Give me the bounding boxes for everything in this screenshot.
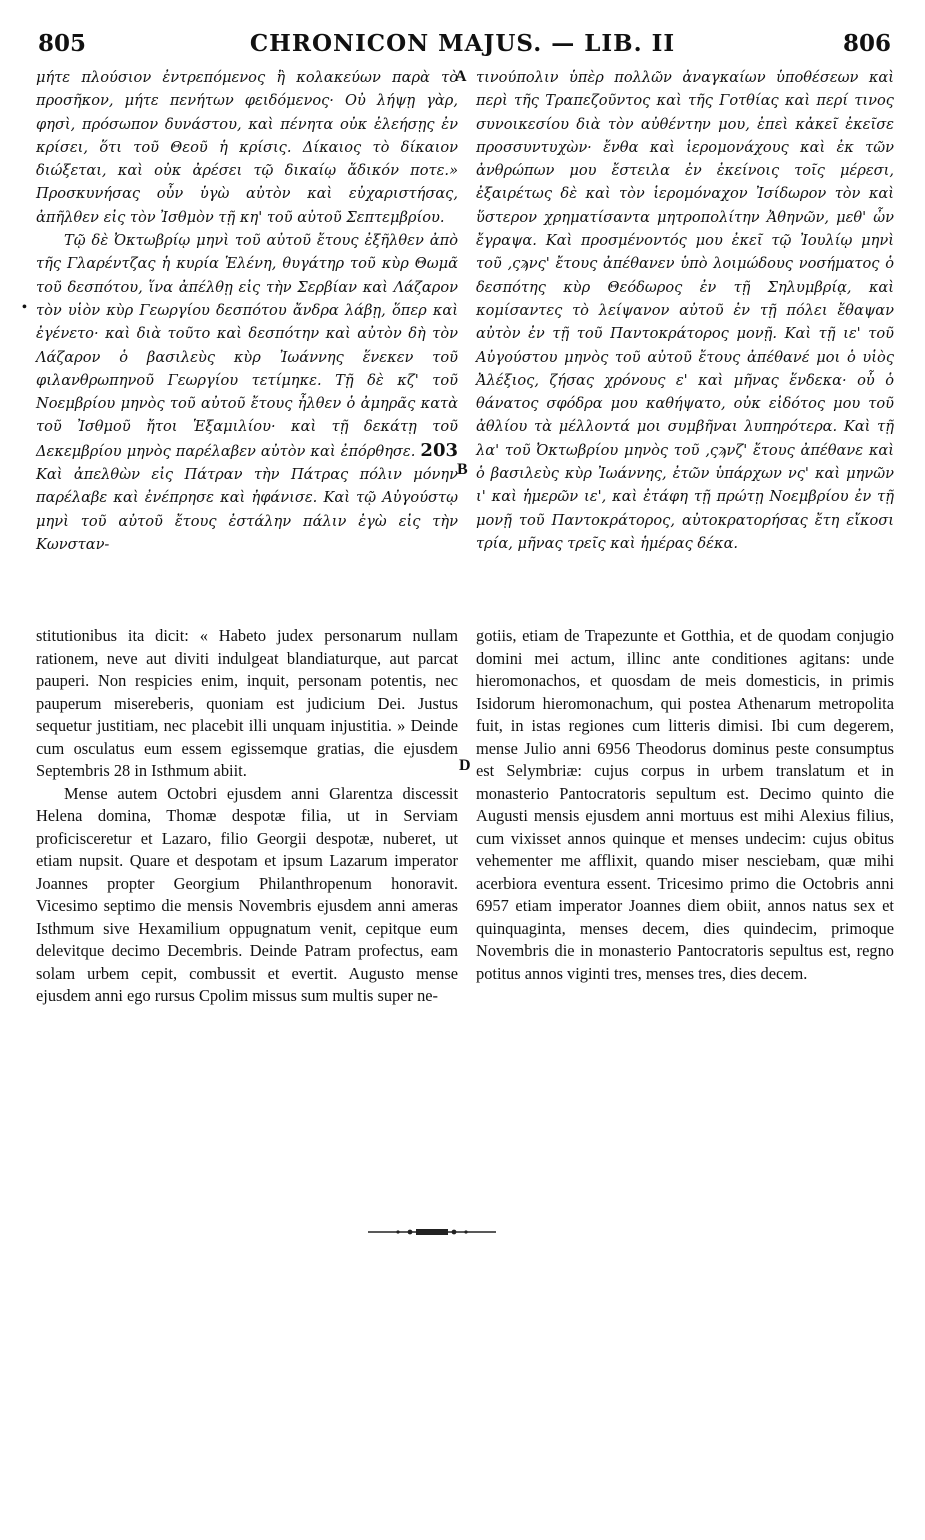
margin-mark-a: A	[455, 68, 467, 85]
greek-left-paragraph-1: μήτε πλούσιον ἐντρεπόμενος ἢ κολακεύων παρὰ τὸ προσῆκον, μήτε πενήτων φειδόμενος· Οὐ λήψῃ γὰρ, φησὶ, πρόσωπον δυνάστου, καὶ πένητα οὐκ ἐλεήσῃς ἐν κρίσει, ὅτι τοῦ Θεοῦ ἡ κρίσις. Δίκαιος τὸ δίκαιον διώξεται, καὶ οὐκ ἀρέσει τῷ δικαίῳ ἄδικόν ποτε.» Προσκυνήσας οὖν ὑγὼ αὐτὸν καὶ εὐχαριστήσας, ἀπῆλθεν εἰς τὸν Ἰσθμὸν τῇ κη' τοῦ αὐτοῦ Σεπτεμβρίου.	[36, 69, 458, 226]
ornament-divider	[368, 1226, 496, 1238]
latin-column-left	[36, 625, 458, 1008]
margin-mark-d: D	[459, 757, 471, 774]
margin-mark-b: B	[457, 461, 468, 478]
latin-column-right	[476, 625, 894, 985]
greek-left-paragraph-2-continuation: Καὶ ἀπελθὼν εἰς Πάτραν τὴν Πάτρας πόλιν μόνην παρέλαβε καὶ ἐνέπρησε καὶ ἠφάνισε. Καὶ τῷ Αὐγούστῳ μηνὶ τοῦ αὐτοῦ ἔτους ἐστάλην πάλιν ἐγὼ εἰς τὴν Κωνσταν-	[36, 466, 458, 553]
section-number: 203	[420, 439, 458, 461]
latin-left-paragraph-1: stitutionibus ita dicit: « Habeto judex personarum nullam rationem, neve aut diviti indulgeat blandiaturque, aut parcat pauperi. Non respicies enim, inquit, personam potentis, nec pauperum misereberis, quoniam est judicium Dei. Justus sequetur justitiam, nec placebit illi unquam injustitia. » Deinde cum osculatus eum essem egissemque gratias, die ejusdem Septembris 28 in Isthmum abiit.	[36, 626, 458, 780]
latin-right-paragraph-1: gotiis, etiam de Trapezunte et Gotthia, et de quodam conjugio domini mei actum, illinc ante conditiones agitans: unde hieromonachos, et quosdam de meis domesticis, in primis Isidorum hieromonachum, qui postea Athenarum metropolita fuit, in istas regiones cum litteris dimisi. Ibi cum degerem, mense Julio anni 6956 Theodorus dominus peste consumptus est Selymbriæ: cujus corpus in urbem translatum et in monasterio Pantocratoris sepultum est. Decimo quinto die Augusti mensis ejusdem anni mortuus est mihi Alexius filius, cum vixisset annos quinque et menses undecim: cujus obitus vehementer me afflixit, quando miser nesciebam, quæ mihi acerbiora eventura essent. Tricesimo primo die Octobris anni 6957 etiam imperator Joannes diem obiit, annos natus sex et quinquaginta, menses decem, dies quindecim, primoque Novembris die in monasterio Pantocratoris sepultus est, regno potitus annos viginti tres, menses tres, dies decem.	[476, 626, 894, 983]
page-number-left: 805	[38, 30, 87, 57]
running-head	[30, 30, 895, 64]
greek-right-paragraph-1: τινούπολιν ὑπὲρ πολλῶν ἀναγκαίων ὑποθέσεων καὶ περὶ τῆς Τραπεζοῦντος καὶ τῆς Γοτθίας καὶ περί τινος συνοικεσίου διὰ τὸν αὐθέντην μου, ἐπεὶ κἀκεῖ ἐκεῖσε προσσυντυχὼν· ἔνθα καὶ ἱερομονάχους καὶ ἐκ τῶν ἀνθρώπων μου ἔστειλα ἐν ἐκείνοις τοῖς μέρεσι, ἐξαιρέτως δὲ καὶ τὸν ἱερομόναχον Ἰσίδωρον τὸν καὶ ὕστερον χρηματίσαντα μητροπολίτην Ἀθηνῶν, μεθ' ὧν ἔγραψα. Καὶ προσμένοντός μου ἐκεῖ τῷ Ἰουλίῳ μηνὶ τοῦ ‚ςϡνς' ἔτους ἀπέθανεν ὑπὸ λοιμώδους νοσήματος ὁ δεσπότης κὺρ Θεόδωρος ἐν τῇ Σηλυμβρίᾳ, καὶ κομίσαντες τὸ λείψανον αὐτοῦ ἐν τῇ πόλει ἔθαψαν αὐτὸν ἐν τῇ τοῦ Παντοκράτορος μονῇ. Καὶ τῇ ιε' τοῦ Αὐγούστου μηνὸς τοῦ αὐτοῦ ἔτους ἀπέθανέ μοι ὁ υἱὸς Ἀλέξιος, ζήσας χρόνους ε' καὶ μῆνας ἕνδεκα· οὗ ὁ θάνατος σφόδρα μου καθήψατο, οὐκ εἰδότος μου τοῦ ἀθλίου τὰ μέλλοντά μοι συμβῆναι λυπηρότερα. Καὶ τῇ λα' τοῦ Ὀκτωβρίου μηνὸς τοῦ ‚ςϡνζ' ἔτους ἀπέθανε καὶ ὁ βασιλεὺς κὺρ Ἰωάννης, ἐτῶν ὑπάρχων νς' καὶ μηνῶν ι' καὶ ἡμερῶν ιε', καὶ ἐτάφη τῇ πρώτῃ Νοεμβρίου ἐν τῇ μονῇ τοῦ Παντοκράτορος, αὐτοκρατορήσας ἔτη εἴκοσι τρία, μῆνας τρεῖς καὶ ἡμέρας δέκα.	[476, 69, 894, 552]
margin-bullet: •	[22, 300, 27, 315]
greek-left-paragraph-2-text: Τῷ δὲ Ὀκτωβρίῳ μηνὶ τοῦ αὐτοῦ ἔτους ἐξῆλθεν ἀπὸ τῆς Γλαρέντζας ἡ κυρία Ἑλένη, θυγάτηρ τοῦ κὺρ Θωμᾶ τοῦ δεσπότου, ἵνα ἀπέλθῃ εἰς τὴν Σερβίαν καὶ Λάζαρον τὸν υἱὸν κὺρ Γεωργίου δεσπότου ἄνδρα λάβῃ, ὅπερ καὶ ἐγένετο· καὶ διὰ τοῦτο καὶ δεσπότην καὶ αὐτὸν δὴ τὸν Λάζαρον ὁ βασιλεὺς κὺρ Ἰωάννης ἕνεκεν τοῦ φιλανθρωπηνοῦ Γεωργίου τετίμηκε. Τῇ δὲ κζ' τοῦ Νοεμβρίου μηνὸς τοῦ αὐτοῦ ἔτους ἦλθεν ὁ ἀμηρᾶς κατὰ τοῦ Ἰσθμοῦ ἤτοι Ἑξαμιλίου· καὶ τῇ δεκάτῃ τοῦ Δεκεμβρίου μηνὸς παρέλαβεν αὐτὸν καὶ ἐπόρθησε.	[36, 232, 458, 460]
greek-column-left	[36, 66, 458, 556]
greek-left-paragraph-2	[36, 229, 458, 556]
latin-left-paragraph-2: Mense autem Octobri ejusdem anni Glarentza discessit Helena domina, Thomæ despotæ filia, ut in Serviam proficisceretur et Lazaro, filio Georgii despotæ, nuberet, ut etiam nupsit. Quare et despotam et ipsum Lazarum imperator Joannes propter Georgium Philanthropenum honoravit. Vicesimo septimo die mensis Novembris ejusdem anni ameras Isthmum sive Hexamilium oppugnatum venit, cepitque eum delevitque decimo Decembris. Deinde Patram profectus, eam solam urbem cepit, combussit et evertit. Augusto mense ejusdem anni ego rursus Cpolim missus sum multis super ne-	[36, 783, 458, 1005]
greek-column-right	[476, 66, 894, 555]
running-title: CHRONICON MAJUS. — LIB. II	[249, 30, 676, 57]
page-number-right: 806	[842, 30, 891, 57]
